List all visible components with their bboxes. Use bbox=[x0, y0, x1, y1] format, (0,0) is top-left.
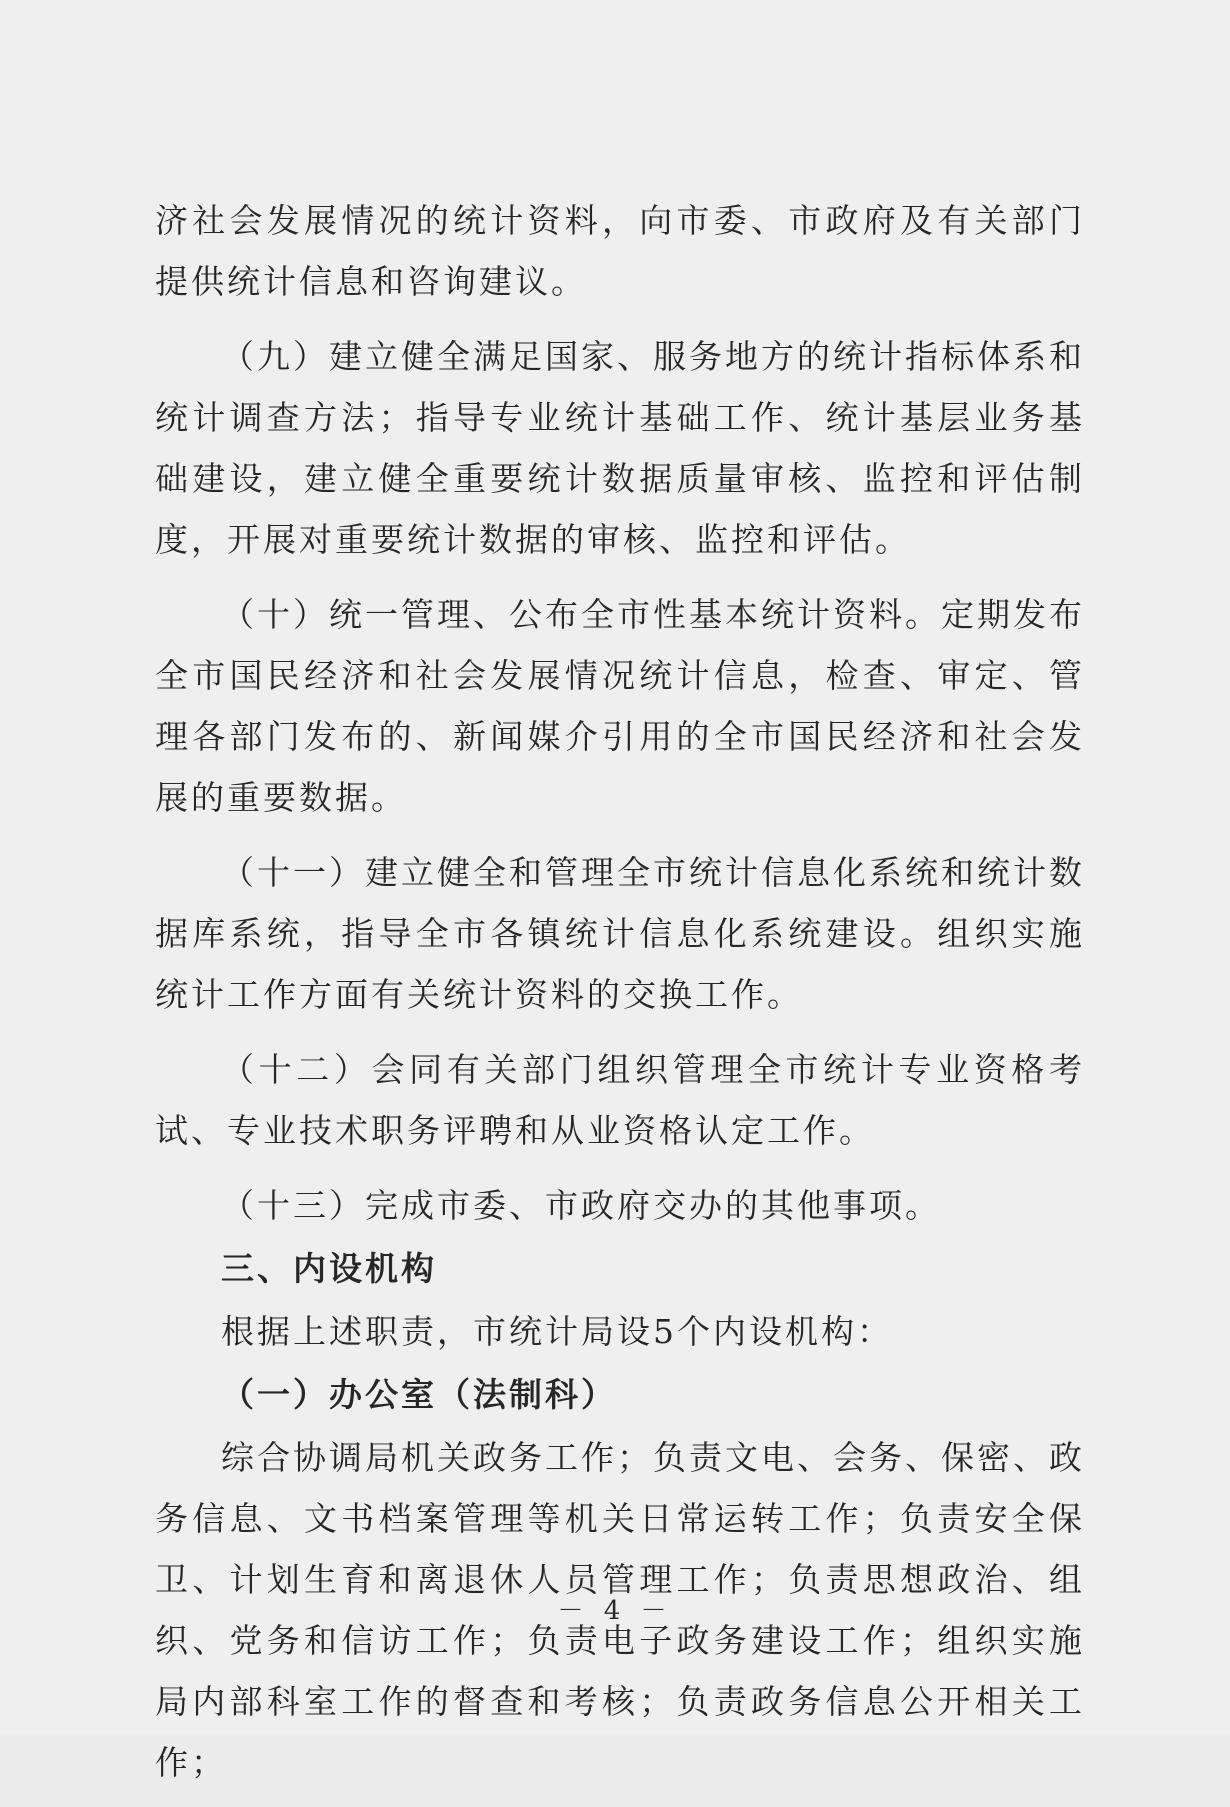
section-intro: 根据上述职责，市统计局设5个内设机构： bbox=[221, 1312, 893, 1351]
paragraph-item-11: （十一）建立健全和管理全市统计信息化系统和统计数据库系统，指导全市各镇统计信息化系统建设。组织实施统计工作方面有关统计资料的交换工作。 bbox=[155, 853, 1085, 1014]
paragraph-item-9: （九）建立健全满足国家、服务地方的统计指标体系和统计调查方法；指导专业统计基础工作、统计基层业务基础建设，建立健全重要统计数据质量审核、监控和评估制度，开展对重要统计数据的审核、监控和评估。 bbox=[155, 337, 1085, 559]
paragraph-item-13: （十三）完成市委、市政府交办的其他事项。 bbox=[221, 1186, 941, 1225]
paragraph-continuation: 济社会发展情况的统计资料，向市委、市政府及有关部门提供统计信息和咨询建议。 bbox=[155, 201, 1085, 301]
section-heading: 三、内设机构 bbox=[221, 1249, 437, 1288]
page-number: － 4 － bbox=[557, 1596, 673, 1626]
paragraph-item-12: （十二）会同有关部门组织管理全市统计专业资格考试、专业技术职务评聘和从业资格认定工作。 bbox=[155, 1050, 1085, 1150]
subsection-body: 综合协调局机关政务工作；负责文电、会务、保密、政务信息、文书档案管理等机关日常运转工作；负责安全保卫、计划生育和离退休人员管理工作；负责思想政治、组织、党务和信访工作；负责电子政务建设工作；组织实施局内部科室工作的督查和考核；负责政务信息公开相关工作； bbox=[155, 1438, 1085, 1782]
paragraph-item-10: （十）统一管理、公布全市性基本统计资料。定期发布全市国民经济和社会发展情况统计信息，检查、审定、管理各部门发布的、新闻媒介引用的全市国民经济和社会发展的重要数据。 bbox=[155, 595, 1085, 817]
document-body bbox=[155, 190, 1085, 1807]
subsection-heading: （一）办公室（法制科） bbox=[221, 1375, 617, 1414]
